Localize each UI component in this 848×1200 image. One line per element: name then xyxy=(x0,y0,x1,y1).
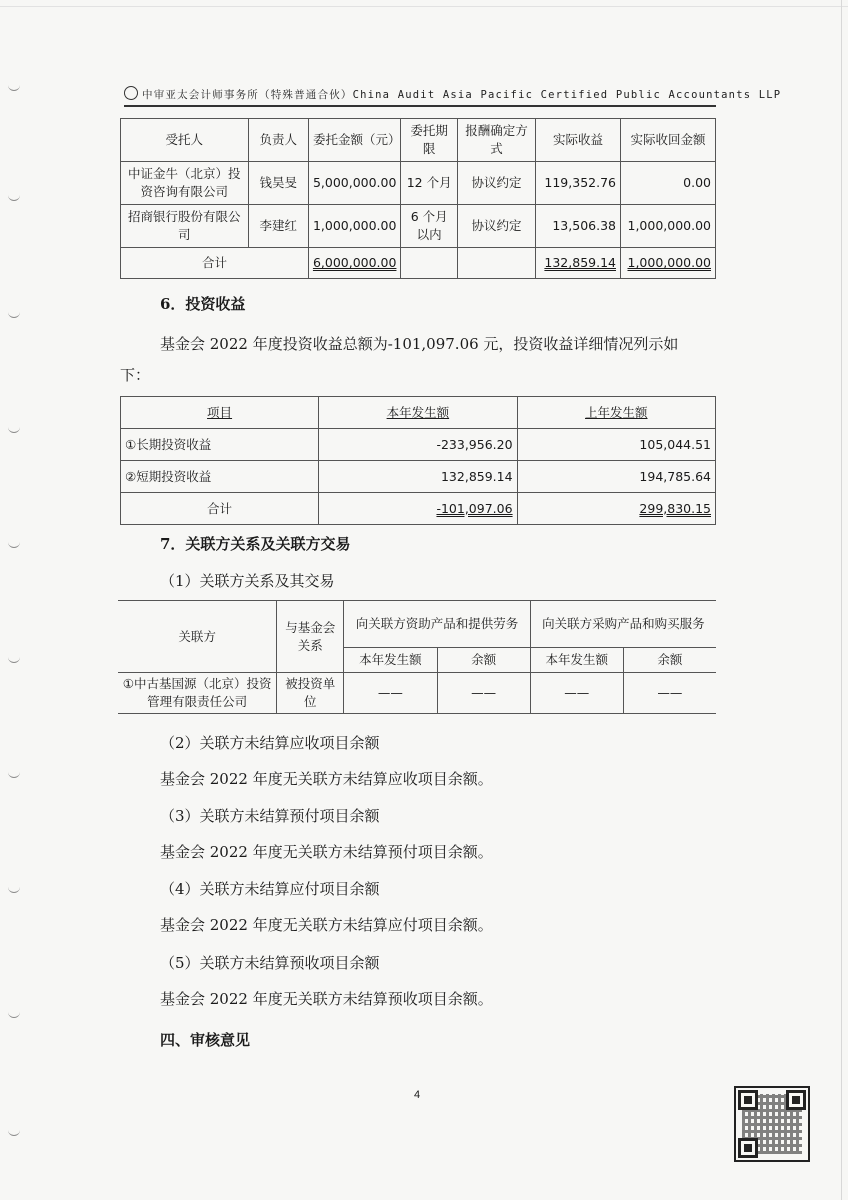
table-cell: 5,000,000.00 xyxy=(308,162,401,205)
col-header: 实际收益 xyxy=(536,119,621,162)
section6-heading: 6．投资收益 xyxy=(160,295,246,313)
table-row xyxy=(121,461,716,493)
col-header: 与基金会关系 xyxy=(277,601,344,673)
trust-table xyxy=(120,118,716,279)
col-header: 负责人 xyxy=(248,119,308,162)
binding-mark xyxy=(8,427,20,433)
section7-sub3: （3）关联方未结算预付项目余额 xyxy=(160,807,380,825)
income-table xyxy=(120,396,716,525)
table-total-row xyxy=(121,493,716,525)
table-header-row xyxy=(118,601,716,648)
total-label: 合计 xyxy=(121,248,309,279)
table-cell: 协议约定 xyxy=(457,162,535,205)
binding-mark xyxy=(8,195,20,201)
section7-sub2: （2）关联方未结算应收项目余额 xyxy=(160,734,380,752)
table-cell: 中证金牛（北京）投资咨询有限公司 xyxy=(121,162,249,205)
col-header: 上年发生额 xyxy=(517,397,715,429)
col-header: 报酬确定方式 xyxy=(457,119,535,162)
table-cell-empty xyxy=(401,248,458,279)
table-cell: 被投资单位 xyxy=(277,673,344,714)
table-header-row xyxy=(121,397,716,429)
table-cell: 132,859.14 xyxy=(319,461,517,493)
page-right-edge xyxy=(841,0,842,1200)
col-header: 向关联方采购产品和购买服务 xyxy=(530,601,716,648)
col-header: 实际收回金额 xyxy=(620,119,715,162)
table-cell: 105,044.51 xyxy=(517,429,715,461)
table-cell: 1,000,000.00 xyxy=(620,205,715,248)
table-cell: 钱昊旻 xyxy=(248,162,308,205)
binding-mark xyxy=(8,887,20,893)
binding-mark xyxy=(8,657,20,663)
binding-mark xyxy=(8,312,20,318)
col-header: 向关联方资助产品和提供劳务 xyxy=(344,601,530,648)
col-header: 余额 xyxy=(437,648,530,673)
table-cell: —— xyxy=(623,673,716,714)
section7-p5: 基金会 2022 年度无关联方未结算预收项目余额。 xyxy=(160,990,493,1008)
col-header: 项目 xyxy=(121,397,319,429)
binding-mark xyxy=(8,1130,20,1136)
table-cell: 李建红 xyxy=(248,205,308,248)
binding-mark xyxy=(8,1012,20,1018)
total-income: 132,859.14 xyxy=(536,248,621,279)
col-header: 委托期限 xyxy=(401,119,458,162)
col-header: 关联方 xyxy=(118,601,277,673)
section7-sub1: （1）关联方关系及其交易 xyxy=(160,572,335,590)
section7-p4: 基金会 2022 年度无关联方未结算应付项目余额。 xyxy=(160,916,493,934)
binding-mark xyxy=(8,85,20,91)
binding-mark xyxy=(8,772,20,778)
firm-header xyxy=(124,86,782,104)
table-cell: 协议约定 xyxy=(457,205,535,248)
section7-p2: 基金会 2022 年度无关联方未结算应收项目余额。 xyxy=(160,770,493,788)
col-header: 委托金额（元） xyxy=(308,119,401,162)
section7-heading: 7．关联方关系及关联方交易 xyxy=(160,535,351,553)
table-cell: 0.00 xyxy=(620,162,715,205)
table-cell: 119,352.76 xyxy=(536,162,621,205)
table-cell: ①中古基国源（北京）投资管理有限责任公司 xyxy=(118,673,277,714)
table-row xyxy=(121,205,716,248)
table-total-row xyxy=(121,248,716,279)
related-party-table xyxy=(118,600,716,714)
total-current-year: -101,097.06 xyxy=(319,493,517,525)
table-cell: 13,506.38 xyxy=(536,205,621,248)
col-header: 余额 xyxy=(623,648,716,673)
page-number: 4 xyxy=(414,1089,421,1101)
table-cell: 12 个月 xyxy=(401,162,458,205)
section6-paragraph-line1: 基金会 2022 年度投资收益总额为-101,097.06 元，投资收益详细情况列示如 xyxy=(160,335,679,353)
firm-logo-icon xyxy=(124,86,138,100)
table-cell: —— xyxy=(437,673,530,714)
col-header: 受托人 xyxy=(121,119,249,162)
table-cell: —— xyxy=(530,673,623,714)
table-cell: 194,785.64 xyxy=(517,461,715,493)
total-prior-year: 299,830.15 xyxy=(517,493,715,525)
section4-heading: 四、审核意见 xyxy=(160,1031,251,1049)
table-cell: —— xyxy=(344,673,437,714)
firm-name: 中审亚太会计师事务所（特殊普通合伙）China Audit Asia Pacific Certified Public Accountants LLP xyxy=(142,89,782,101)
table-row xyxy=(121,429,716,461)
col-header: 本年发生额 xyxy=(344,648,437,673)
table-cell: 6 个月以内 xyxy=(401,205,458,248)
table-header-row xyxy=(121,119,716,162)
total-label: 合计 xyxy=(121,493,319,525)
table-cell-empty xyxy=(457,248,535,279)
table-cell: ①长期投资收益 xyxy=(121,429,319,461)
table-cell: -233,956.20 xyxy=(319,429,517,461)
section6-paragraph-line2: 下： xyxy=(120,366,151,384)
table-cell: 招商银行股份有限公司 xyxy=(121,205,249,248)
table-cell: 1,000,000.00 xyxy=(308,205,401,248)
section7-sub4: （4）关联方未结算应付项目余额 xyxy=(160,880,380,898)
section7-p3: 基金会 2022 年度无关联方未结算预付项目余额。 xyxy=(160,843,493,861)
binding-mark xyxy=(8,542,20,548)
table-cell: ②短期投资收益 xyxy=(121,461,319,493)
header-rule xyxy=(124,105,716,107)
qr-code-icon xyxy=(734,1086,810,1162)
table-row xyxy=(118,673,716,714)
col-header: 本年发生额 xyxy=(530,648,623,673)
page-top-edge xyxy=(0,6,848,7)
total-recovered: 1,000,000.00 xyxy=(620,248,715,279)
total-amount: 6,000,000.00 xyxy=(308,248,401,279)
section7-sub5: （5）关联方未结算预收项目余额 xyxy=(160,954,380,972)
col-header: 本年发生额 xyxy=(319,397,517,429)
table-row xyxy=(121,162,716,205)
